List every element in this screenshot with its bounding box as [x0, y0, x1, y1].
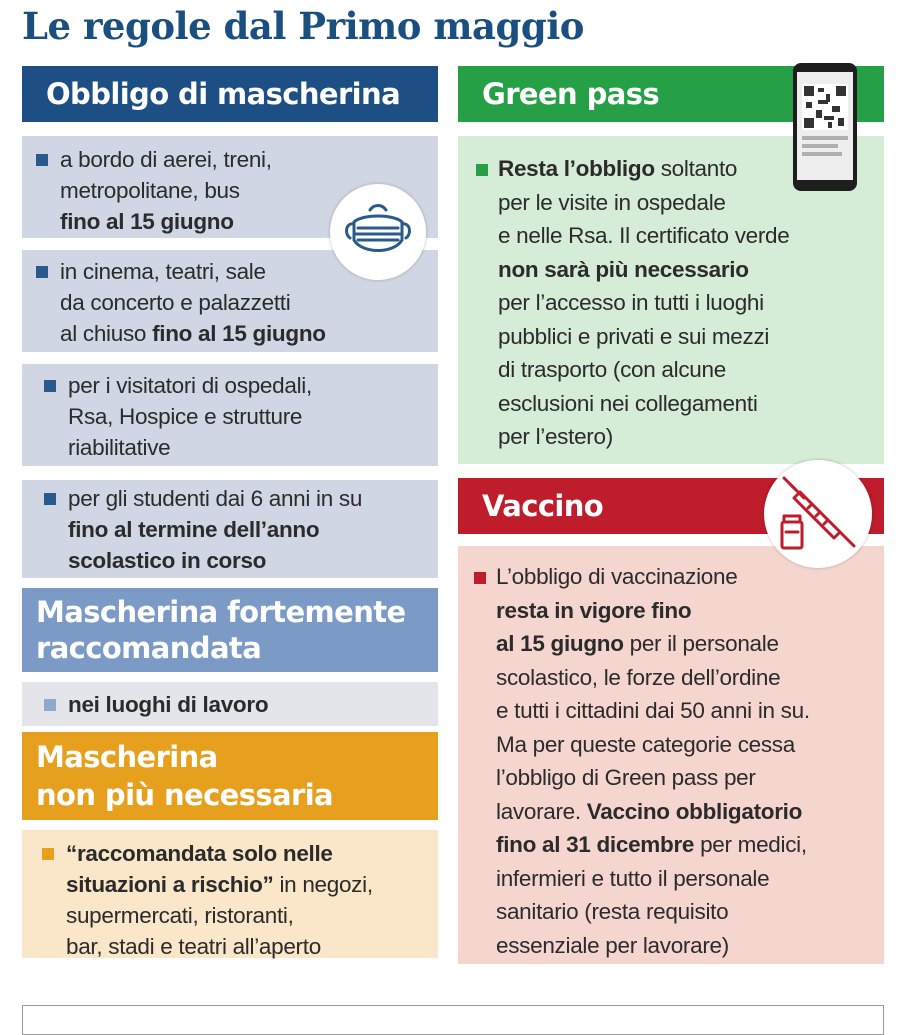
mask-item-line: metropolitane, bus [60, 178, 240, 203]
mask-item-line: Rsa, Hospice e strutture [68, 404, 303, 429]
green-pass-line: non sarà più necessario [498, 256, 749, 282]
mask-item-line: in cinema, teatri, sale [60, 259, 266, 284]
not-needed-line: “raccomandata solo nelle [66, 841, 333, 866]
mask-item-hospitals [22, 364, 438, 466]
header-line: Mascherina fortemente [36, 595, 406, 629]
square-bullet-icon [44, 380, 56, 392]
square-bullet-icon [474, 572, 486, 584]
green-pass-line: esclusioni nei collegamenti [498, 390, 758, 416]
not-needed-line: supermercati, ristoranti, [66, 903, 294, 928]
mask-item-line: da concerto e palazzetti [60, 290, 291, 315]
header-line: non più necessaria [36, 778, 334, 812]
green-pass-line: soltanto [654, 156, 738, 181]
square-bullet-icon [44, 699, 56, 711]
vaccine-line: L’obbligo di vaccinazione [496, 564, 738, 589]
mask-item-deadline: scolastico in corso [68, 548, 267, 573]
header-line: Mascherina [36, 740, 218, 774]
vaccine-line: e tutti i cittadini dai 50 anni in su. [496, 698, 810, 723]
mask-item-line: riabilitative [68, 435, 171, 460]
green-pass-line: per l’accesso in tutti i luoghi [498, 290, 764, 315]
smartphone-qr-icon [792, 62, 858, 192]
vaccine-line: essenziale per lavorare) [496, 932, 729, 958]
square-bullet-icon [42, 848, 54, 860]
vaccine-header: Vaccino [458, 478, 884, 534]
square-bullet-icon [36, 266, 48, 278]
not-needed-line: situazioni a rischio” [66, 872, 274, 897]
green-pass-line: per le visite in ospedale [498, 189, 726, 215]
green-pass-line: Resta l’obbligo [498, 156, 655, 181]
mask-item-deadline: fino al 15 giugno [152, 321, 326, 346]
not-needed-line: in negozi, [273, 872, 373, 897]
not-needed-item [22, 830, 438, 958]
syringe-vial-icon [764, 460, 872, 568]
mask-not-needed-header [22, 732, 438, 820]
mask-item-line: per gli studenti dai 6 anni in su [68, 486, 363, 511]
vaccine-line: l’obbligo di Green pass per [496, 765, 756, 790]
green-pass-line: di trasporto (con alcune [498, 357, 726, 382]
vaccine-line: al 15 giugno [496, 631, 624, 656]
vaccine-line: Vaccino obbligatorio [586, 798, 803, 824]
vaccine-line: per medici, [694, 832, 807, 857]
header-line: raccomandata [36, 631, 262, 665]
mask-item-line: a bordo di aerei, treni, [60, 147, 272, 172]
face-mask-icon [330, 184, 426, 280]
recommended-item-workplace [22, 682, 438, 726]
vaccine-box [458, 546, 884, 964]
vaccine-line: scolastico, le forze dell’ordine [496, 664, 781, 690]
mask-item-line: al chiuso [60, 321, 147, 346]
green-pass-header: Green pass [458, 66, 884, 122]
green-pass-line: per l’estero) [498, 424, 613, 449]
square-bullet-icon [36, 154, 48, 166]
vaccine-line: Ma per queste categorie cessa [496, 731, 795, 757]
square-bullet-icon [44, 493, 56, 505]
not-needed-line: bar, stadi e teatri all’aperto [66, 934, 321, 959]
vaccine-line: lavorare. [496, 798, 587, 824]
green-pass-line: pubblici e privati e sui mezzi [498, 323, 770, 349]
vaccine-line: resta in vigore fino [496, 597, 692, 623]
recommended-item-text: nei luoghi di lavoro [68, 692, 269, 717]
mask-recommended-header [22, 588, 438, 672]
mask-item-deadline: fino al termine dell’anno [68, 517, 320, 542]
mask-item-deadline: fino al 15 giugno [60, 209, 234, 234]
page-title: Le regole dal Primo maggio [22, 4, 584, 48]
vaccine-line: per il personale [623, 631, 779, 656]
green-pass-line: e nelle Rsa. Il certificato verde [498, 223, 790, 248]
bottom-frame [22, 1005, 884, 1035]
mask-obligation-header: Obbligo di mascherina [22, 66, 438, 122]
mask-item-line: per i visitatori di ospedali, [68, 373, 312, 398]
square-bullet-icon [476, 164, 488, 176]
vaccine-line: infermieri e tutto il personale [496, 865, 770, 891]
vaccine-line: fino al 31 dicembre [496, 832, 695, 857]
vaccine-line: sanitario (resta requisito [496, 899, 729, 924]
mask-item-students [22, 480, 438, 578]
